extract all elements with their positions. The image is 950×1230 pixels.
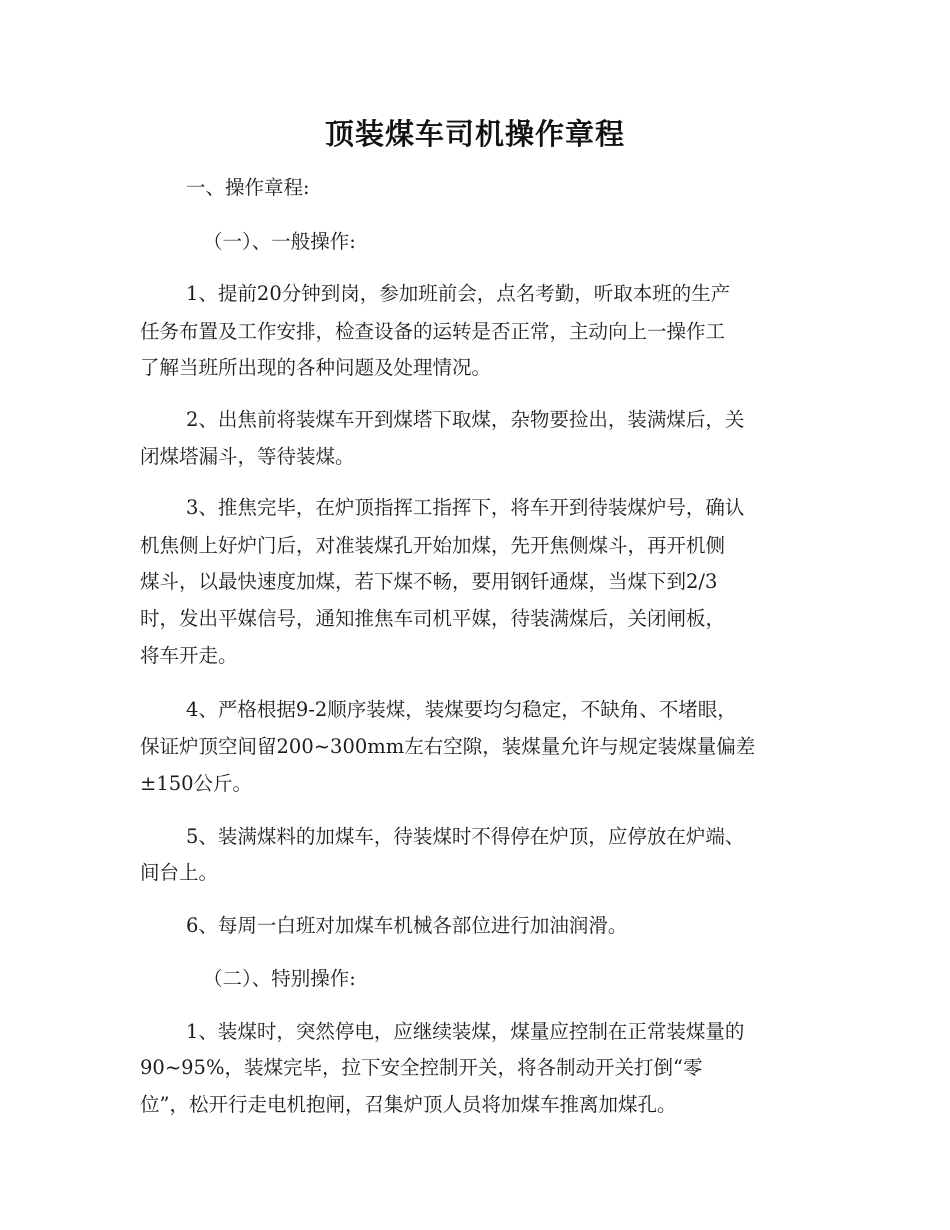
special-item-1-line-2: 90~95%，装煤完毕，拉下安全控制开关，将各制动开关打倒“零 [140, 1056, 703, 1079]
special-item-1-line-1: 1、装煤时，突然停电，应继续装煤，煤量应控制在正常装煤量的 [186, 1020, 745, 1043]
item-4-line-3: ±150公斤。 [140, 772, 253, 795]
item-3-line-4: 时，发出平媒信号，通知推焦车司机平媒，待装满煤后，关闭闸板， [140, 607, 726, 630]
special-item-1-line-3: 位”，松开行走电机抱闸，召集炉顶人员将加煤车推离加煤孔。 [140, 1093, 677, 1116]
item-1-line-1: 1、提前20分钟到岗，参加班前会，点名考勤，听取本班的生产 [186, 282, 731, 305]
item-6-line-1: 6、每周一白班对加煤车机械各部位进行加油润滑。 [186, 914, 628, 937]
item-4-line-1: 4、严格根据9-2顺序装煤，装煤要均匀稳定，不缺角、不堵眼， [186, 698, 737, 721]
item-5-line-1: 5、装满煤料的加煤车，待装煤时不得停在炉顶，应停放在炉端、 [186, 825, 745, 848]
item-1-line-3: 了解当班所出现的各种问题及处理情况。 [140, 356, 492, 379]
section-heading: 一、操作章程: [186, 176, 310, 199]
item-4-line-2: 保证炉顶空间留200~300mm左右空隙，装煤量允许与规定装煤量偏差 [140, 735, 756, 758]
subsection-heading-special: （二）、特别操作: [203, 967, 356, 990]
item-5-line-2: 间台上。 [140, 861, 219, 884]
item-3-line-1: 3、推焦完毕，在炉顶指挥工指挥下，将车开到待装煤炉号，确认 [186, 496, 745, 519]
item-1-line-2: 任务布置及工作安排，检查设备的运转是否正常，主动向上一操作工 [140, 320, 726, 343]
item-3-line-2: 机焦侧上好炉门后，对准装煤孔开始加煤，先开焦侧煤斗，再开机侧 [140, 534, 726, 557]
item-2-line-2: 闭煤塔漏斗，等待装煤。 [140, 445, 355, 468]
subsection-heading-general: （一）、一般操作: [203, 230, 356, 253]
item-2-line-1: 2、出焦前将装煤车开到煤塔下取煤，杂物要捡出，装满煤后，关 [186, 408, 745, 431]
item-3-line-5: 将车开走。 [140, 644, 238, 667]
item-3-line-3: 煤斗，以最快速度加煤，若下煤不畅，要用钢钎通煤，当煤下到2/3 [140, 570, 718, 593]
document-title: 顶装煤车司机操作章程 [324, 117, 625, 151]
